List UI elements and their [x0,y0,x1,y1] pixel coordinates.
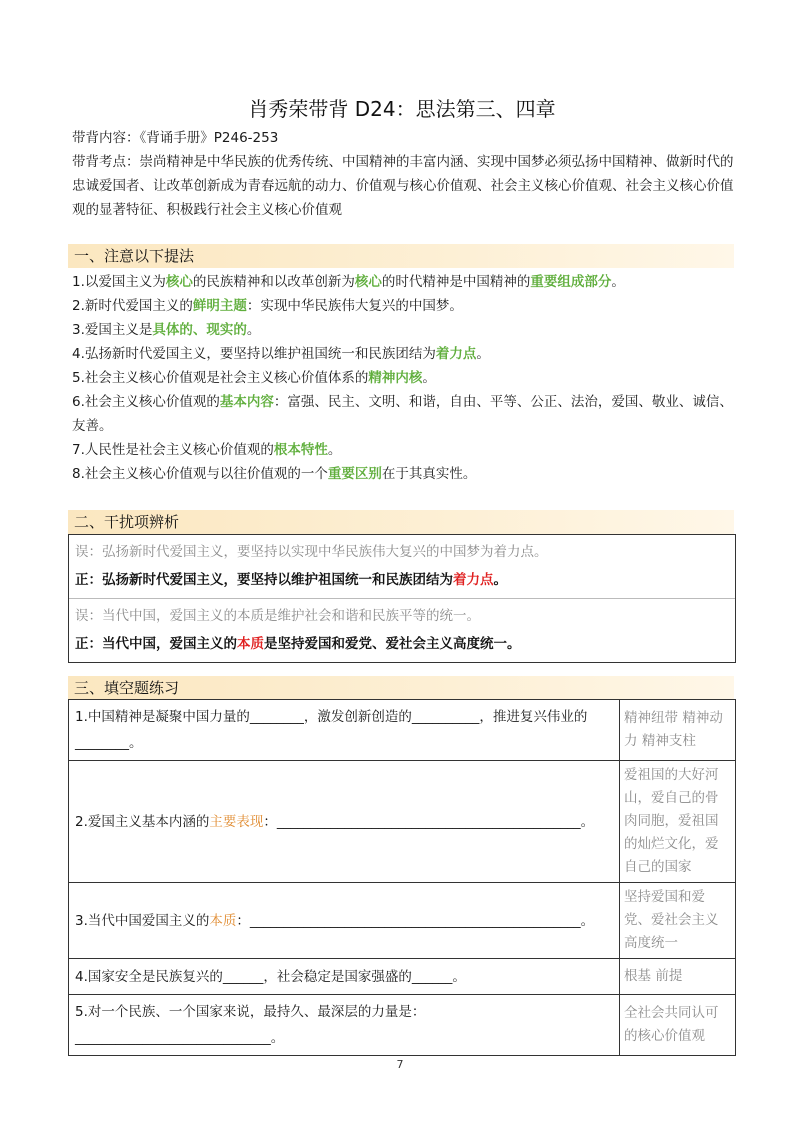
answer-cell: 坚持爱国和爱党、爱社会主义高度统一 [620,883,736,959]
table-row [69,995,736,1056]
note-item: 1.以爱国主义为核心的民族精神和以改革创新为核心的时代精神是中国精神的重要组成部分。 [72,274,625,290]
note-item: 3.爱国主义是具体的、现实的。 [72,322,261,338]
note-item: 2.新时代爱国主义的鲜明主题：实现中华民族伟大复兴的中国梦。 [72,298,463,314]
note-item: 8.社会主义核心价值观与以往价值观的一个重要区别在于其真实性。 [72,466,477,482]
question-cell: 3.当代中国爱国主义的本质：_________________________________________________。 [69,883,620,959]
points-value: 崇尚精神是中华民族的优秀传统、中国精神的丰富内涵、实现中国梦必须弘扬中国精神、做新时代的忠诚爱国者、让改革创新成为青春远航的动力、价值观与核心价值观、社会主义核心价值观、社会主义核心价值观的显著特征、积极践行社会主义核心价值观 [72,154,734,218]
correct-statement: 正：弘扬新时代爱国主义，要坚持以维护祖国统一和民族团结为着力点。 [75,572,507,588]
note-item: 5.社会主义核心价值观是社会主义核心价值体系的精神内核。 [72,370,436,386]
answer-cell: 爱祖国的大好河山，爱自己的骨肉同胞，爱祖国的灿烂文化，爱自己的国家 [620,761,736,883]
note-item: 7.人民性是社会主义核心价值观的根本特性。 [72,442,342,458]
section-heading-distractors: 二、干扰项辨析 [68,510,734,534]
table-row [69,883,736,959]
study-meta [72,126,734,222]
points-label: 带背考点： [72,154,140,170]
distractor-box [68,534,736,663]
table-row [69,700,736,761]
content-value: 《背诵手册》P246-253 [139,130,279,146]
notes-list [72,270,734,486]
wrong-statement: 误：弘扬新时代爱国主义，要坚持以实现中华民族伟大复兴的中国梦为着力点。 [75,544,548,560]
answer-cell: 根基 前提 [620,959,736,995]
question-cell: 2.爱国主义基本内涵的主要表现：_____________________________________________。 [69,761,620,883]
points-line [72,150,734,222]
question-cell: 4.国家安全是民族复兴的______，社会稳定是国家强盛的______。 [69,959,620,995]
note-item: 4.弘扬新时代爱国主义，要坚持以维护祖国统一和民族团结为着力点。 [72,346,490,362]
wrong-statement: 误：当代中国，爱国主义的本质是维护社会和谐和民族平等的统一。 [75,608,480,624]
question-cell: 5.对一个民族、一个国家来说，最持久、最深层的力量是：_____________________________。 [69,995,620,1056]
section-heading-notes: 一、注意以下提法 [68,244,734,268]
document-title: 肖秀荣带背 D24：思法第三、四章 [248,97,556,121]
note-item: 6.社会主义核心价值观的基本内容：富强、民主、文明、和谐，自由、平等、公正、法治，爱国、敬业、诚信、友善。 [72,394,733,434]
question-cell: 1.中国精神是凝聚中国力量的________，激发创新创造的__________，推进复兴伟业的________。 [69,700,620,761]
answer-cell: 精神纽带 精神动力 精神支柱 [620,700,736,761]
answer-cell: 全社会共同认可的核心价值观 [620,995,736,1056]
content-label: 带背内容： [72,130,140,146]
content-line [72,126,734,150]
table-row [69,761,736,883]
page-number: 7 [396,1058,404,1071]
correct-statement: 正：当代中国，爱国主义的本质是坚持爱国和爱党、爱社会主义高度统一。 [75,636,521,652]
section-heading-fill-blank: 三、填空题练习 [68,676,734,700]
fill-blank-table [68,699,736,1056]
table-row [69,959,736,995]
